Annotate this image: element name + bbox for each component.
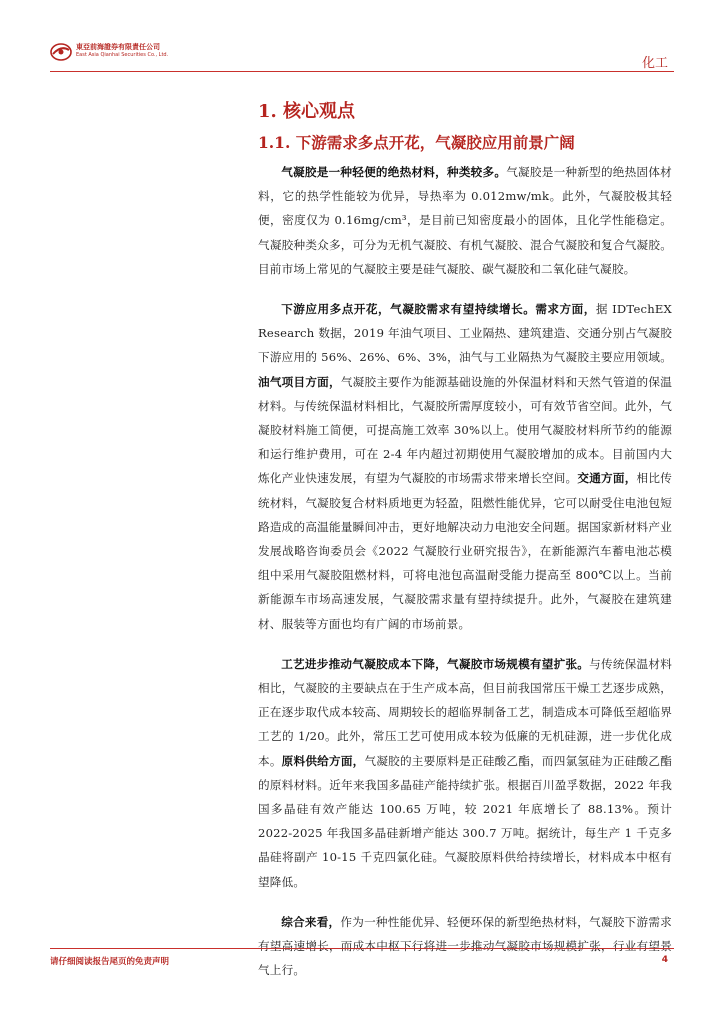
paragraph-text: 据 IDTechEX Research 数据，2019 年油气项目、工业隔热、建筑建造、交通分别占气凝胶下游应用的 56%、26%、6%、3%，油气与工业隔热为气凝胶主要应用领域。 — [258, 302, 672, 365]
paragraph-text: 相比传统材料，气凝胶复合材料质地更为轻盈，阻燃性能优异，它可以耐受住电池包短路造成的高温能量瞬间冲击，更好地解决动力电池安全问题。据国家新材料产业发展战略咨询委员会《2022 气凝胶行业研究报告》，在新能源汽车蓄电池芯模组中采用气凝胶阻燃材料，可将电池包高温耐受能力提高至 800℃以上。当前新能源车市场高速发展，气凝胶需求量有望持续提升。此外，气凝胶在建筑建材、服装等方面也均有广阔的市场前景。 — [258, 471, 672, 631]
company-logo — [50, 40, 180, 64]
page-header — [0, 0, 724, 80]
heading-level-1: 1. 核心观点 — [258, 101, 356, 122]
subtopic-transport: 交通方面， — [577, 471, 637, 486]
paragraph-lead: 气凝胶是一种轻便的绝热材料，种类较多。 — [281, 165, 507, 179]
paragraph-text: 作为一种性能优异、轻便环保的新型绝热材料，气凝胶下游需求有望高速增长，而成本中枢下行将进一步推动气凝胶市场规模扩张，行业有望景气上行。 — [258, 914, 672, 978]
paragraph-summary — [258, 910, 672, 983]
header-divider — [50, 71, 674, 72]
paragraph-lead: 下游应用多点开花，气凝胶需求有望持续增长。 — [281, 302, 536, 317]
subtopic-demand: 需求方面， — [535, 302, 596, 317]
subtopic-raw-material: 原料供给方面， — [281, 753, 365, 768]
disclaimer-notice: 请仔细阅读报告尾页的免责声明 — [50, 957, 170, 967]
paragraph-text: 气凝胶主要作为能源基础设施的外保温材料和天然气管道的保温材料。与传统保温材料相比，气凝胶所需厚度较小，可有效节省空间。此外，气凝胶材料施工简便，可提高施工效率 30%以上。使用气凝胶材料所节约的能源和运行维护费用，可在 2-4 年内超过初期使用气凝胶增加的成本。目前国内大炼化产业快速发展，有望为气凝胶的市场需求带来增长空间。 — [258, 374, 672, 486]
paragraph-cost-decline — [258, 652, 672, 894]
paragraph-downstream-demand — [258, 297, 672, 636]
paragraph-aerogel-intro — [258, 160, 672, 281]
paragraph-text: 气凝胶的主要原料是正硅酸乙酯，而四氯氢硅为正硅酸乙酯的原料材料。近年来我国多晶硅产能持续扩张。根据百川盈孚数据，2022 年我国多晶硅有效产能达 100.65 万吨，较 2021 年底增长了 88.13%。预计 2022-2025 年我国多晶硅新增产能达 300.7 万吨。据统计，每生产 1 千克多晶硅将副产 10-15 千克四氯化硅。气凝胶原料供给持续增长，材料成本中枢有望降低。 — [258, 753, 673, 889]
subtopic-oil-gas: 油气项目方面， — [258, 374, 341, 389]
footer-divider — [50, 948, 674, 949]
page-number: 4 — [661, 955, 668, 965]
heading-level-2: 1.1. 下游需求多点开花，气凝胶应用前景广阔 — [258, 133, 575, 152]
company-name-en: East Asia Qianhai Securities Co., Ltd. — [76, 52, 169, 58]
section-label: 化工 — [641, 56, 668, 71]
company-logo-icon — [50, 42, 72, 62]
main-body — [258, 160, 672, 999]
paragraph-lead: 综合来看， — [281, 914, 341, 929]
company-name-cn: 東亞前海證券有限責任公司 — [76, 43, 160, 51]
paragraph-text: 与传统保温材料相比，气凝胶的主要缺点在于生产成本高，但目前我国常压干燥工艺逐步成熟，正在逐步取代成本较高、周期较长的超临界制备工艺，制造成本可降低至超临界工艺的 1/20。此外，常压工艺可使用成本较为低廉的无机硅源，进一步优化成本。 — [258, 656, 672, 768]
paragraph-text: 气凝胶是一种新型的绝热固体材料，它的热学性能较为优异，导热率为 0.012mw/mk。此外，气凝胶极其轻便，密度仅为 0.16mg/cm³，是目前已知密度最小的固体，且化学性能稳定。气凝胶种类众多，可分为无机气凝胶、有机气凝胶、混合气凝胶和复合气凝胶。目前市场上常见的气凝胶主要是硅气凝胶、碳气凝胶和二氧化硅气凝胶。 — [258, 165, 672, 276]
paragraph-lead: 工艺进步推动气凝胶成本下降，气凝胶市场规模有望扩张。 — [281, 656, 590, 671]
